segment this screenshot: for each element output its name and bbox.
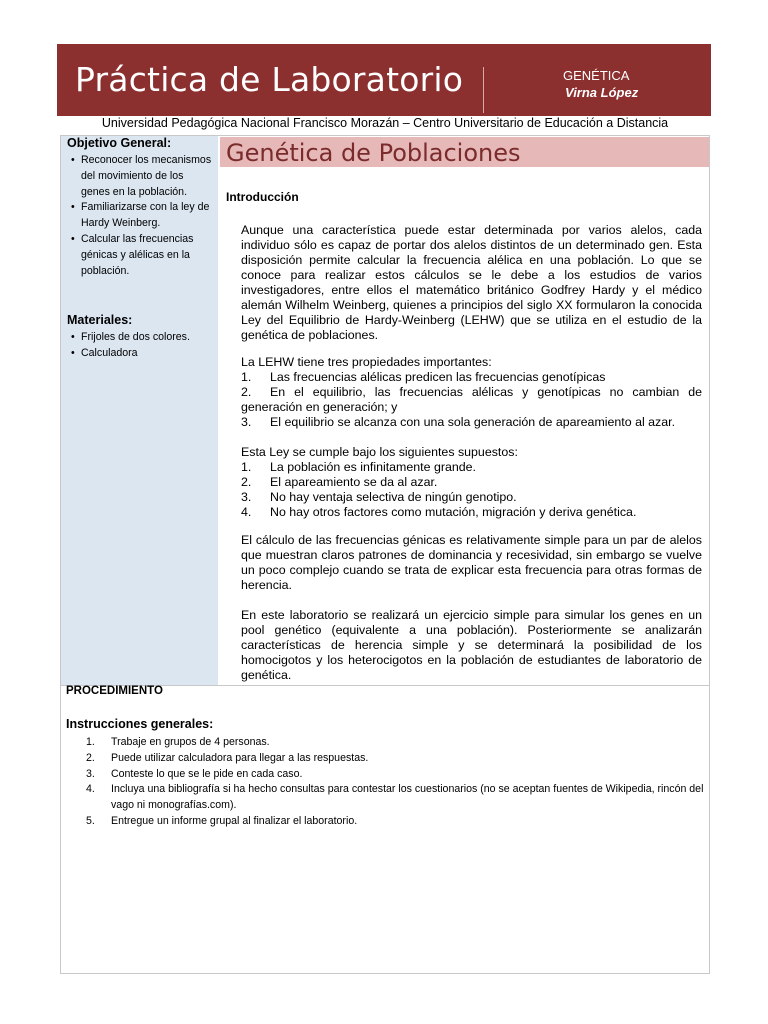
instructions-heading: Instrucciones generales: xyxy=(66,717,214,731)
objective-item: • Reconocer los mecanismos del movimiento de los genes en la población. xyxy=(61,153,215,200)
assumptions-intro: Esta Ley se cumple bajo los siguientes supuestos: xyxy=(241,445,518,459)
sidebar xyxy=(61,136,218,685)
material-item: • Frijoles de dos colores. xyxy=(61,330,215,346)
procedure-heading: PROCEDIMIENTO xyxy=(66,685,163,697)
lab-paragraph xyxy=(241,608,702,683)
section-title: Genética de Poblaciones xyxy=(226,139,521,167)
subject-label: GENÉTICA xyxy=(563,68,630,83)
objective-item: • Calcular las frecuencias génicas y alélicas en la población. xyxy=(61,232,215,279)
intro-paragraph xyxy=(241,223,702,343)
list-item: 2. En el equilibrio, las frecuencias alélicas y genotípicas no cambian de generación en generación; y xyxy=(241,385,702,414)
list-item: 3. El equilibrio se alcanza con una sola generación de apareamiento al azar. xyxy=(241,415,676,429)
intro-heading: Introducción xyxy=(226,190,299,204)
properties-intro: La LEHW tiene tres propiedades importantes: xyxy=(241,355,492,369)
materials-heading: Materiales: xyxy=(67,313,133,327)
objectives-list xyxy=(61,153,215,279)
header-banner xyxy=(57,44,711,116)
author-name: Virna López xyxy=(565,85,639,100)
instructions-list xyxy=(86,735,706,830)
calculation-paragraph xyxy=(241,533,702,593)
instruction-item: 1. Trabaje en grupos de 4 personas. xyxy=(86,736,270,748)
header-divider xyxy=(483,67,484,113)
list-item: 3. No hay ventaja selectiva de ningún genotipo. xyxy=(241,490,517,504)
assumptions-list xyxy=(241,460,702,520)
paragraph-text: El cálculo de las frecuencias génicas es relativamente simple para un par de alelos que muestran claros patrones de dominancia y recesividad, sin embargo se vuelve un poco complejo cuando se trata de explicar esta frecuencia para otras formas de herencia. xyxy=(241,533,702,592)
assumptions-block xyxy=(241,445,702,520)
list-item: 1. Las frecuencias alélicas predicen las frecuencias genotípicas xyxy=(241,370,606,384)
paragraph-text: Aunque una característica puede estar determinada por varios alelos, cada individuo sólo es capaz de portar dos alelos distintos de un determinado gen. Esta disposición permite calcular la frecuencia alélica en una población. Lo que se conoce para realizar estos cálculos se le debe a los estudios de varios investigadores, entre ellos el matemático británico Godfrey Hardy y el médico alemán Wilhelm Weinberg, quienes a principios del siglo XX formularon la conocida Ley del Equilibrio de Hardy-Weinberg (LEHW) que se utiliza en el estudio de la genética de poblaciones. xyxy=(241,223,702,342)
document-title: Práctica de Laboratorio xyxy=(75,60,464,99)
list-item: 1. La población es infinitamente grande. xyxy=(241,460,476,474)
material-item: • Calculadora xyxy=(61,346,215,362)
section-title-bar xyxy=(220,137,709,167)
instruction-item: 5. Entregue un informe grupal al finalizar el laboratorio. xyxy=(86,814,358,827)
instruction-item: 2. Puede utilizar calculadora para llegar a las respuestas. xyxy=(86,751,369,764)
properties-block xyxy=(241,355,702,430)
instruction-item: 3. Conteste lo que se le pide en cada caso. xyxy=(86,767,303,780)
paragraph-text: En este laboratorio se realizará un ejercicio simple para simular los genes en un pool genético (equivalente a una población). Posteriormente se analizarán características de herencia simple y se determinará la posibilidad de los homocigotos y los heterocigotos en la población de estudiantes de laboratorio de genética. xyxy=(241,608,702,682)
list-item: 4. No hay otros factores como mutación, migración y deriva genética. xyxy=(241,505,637,519)
instruction-item: 4. Incluya una bibliografía si ha hecho consultas para contestar los cuestionarios (no se aceptan fuentes de Wikipedia, rincón del vago ni monografías.com). xyxy=(86,783,704,812)
materials-list xyxy=(61,330,215,362)
objective-heading: Objetivo General: xyxy=(67,136,172,150)
university-name: Universidad Pedagógica Nacional Francisco Morazán – Centro Universitario de Educación a Distancia xyxy=(101,116,669,130)
objective-item: • Familiarizarse con la ley de Hardy Weinberg. xyxy=(61,200,215,232)
properties-list xyxy=(241,370,702,430)
list-item: 2. El apareamiento se da al azar. xyxy=(241,475,438,489)
